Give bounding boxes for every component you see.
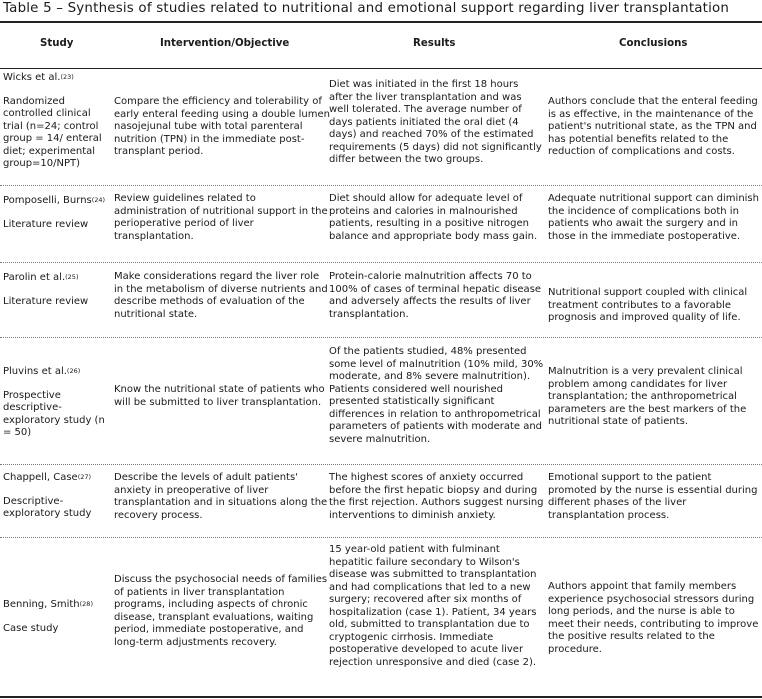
header-study: Study [40, 38, 74, 49]
author-name: Pluvins et al.$^{(26)}$ [3, 366, 81, 377]
study-cell [3, 472, 108, 521]
intervention-cell: Know the nutritional state of patients who will be submitted to liver transplantation. [114, 384, 325, 408]
author-name: Benning, Smith$^{(28)}$ [3, 599, 93, 610]
conclusions-cell: Authors appoint that family members experience psychosocial stressors during long periods, and the nurse is able to meet their needs, contributing to improve the positive results related to the procedure. [548, 581, 759, 655]
author-name: Parolin et al.$^{(25)}$ [3, 272, 79, 283]
study-cell [3, 366, 108, 440]
conclusions-cell: Adequate nutritional support can diminish the incidence of complications both in patients who await the surgery and in those in the immediate postoperative. [548, 193, 759, 242]
intervention-cell: Make considerations regard the liver role in the metabolism of diverse nutrients and describe methods of evaluation of the nutritional state. [114, 271, 328, 320]
results-cell: Protein-calorie malnutrition affects 70 to 100% of cases of terminal hepatic disease and adversely affects the results of liver transplantation. [329, 271, 542, 320]
row-separator [0, 464, 762, 465]
study-design: Literature review [3, 295, 89, 307]
conclusions-cell: Malnutrition is a very prevalent clinical problem among candidates for liver transplantation; the anthropometrical parameters are the best markers of the nutritional state of patients. [548, 366, 747, 427]
study-design: Randomized controlled clinical trial (n=24; control group = 14/ enteral diet; experimental group=10/NPT) [3, 95, 102, 169]
results-cell: Diet was initiated in the first 18 hours after the liver transplantation and was well tolerated. The average number of days patients initiated the oral diet (4 days) and reached 70% of the estimated requirements (5 days) did not significantly differ between the two groups. [329, 79, 542, 165]
study-cell [3, 195, 108, 231]
results-cell: Diet should allow for adequate level of proteins and calories in malnourished patients, resulting in a positive nitrogen balance and appropriate body mass gain. [329, 193, 538, 242]
study-design: Descriptive-exploratory study [3, 495, 92, 519]
results-cell: The highest scores of anxiety occurred before the first hepatic biopsy and during the first rejection. Authors suggest nursing interventions to diminish anxiety. [329, 472, 544, 521]
header-intervention: Intervention/Objective [160, 38, 290, 49]
study-design: Case study [3, 622, 59, 634]
study-design: Prospective descriptive-exploratory study (n = 50) [3, 389, 105, 438]
table-title: Table 5 – Synthesis of studies related to nutritional and emotional support regarding liver transplantation [3, 1, 730, 16]
study-cell [3, 72, 108, 171]
study-cell [3, 272, 108, 308]
results-cell: 15 year-old patient with fulminant hepatitic failure secondary to Wilson's disease was submitted to transplantation and had complications that led to a new surgery; recovered after six months of hospitalization (case 1). Patient, 34 years old, submitted to transplantation due to cryptogenic cirrhosis. Immediate postoperative developed to acute liver rejection unresponsive and died (case 2). [329, 544, 537, 668]
conclusions-cell: Authors conclude that the enteral feeding is as effective, in the maintenance of the patient's nutritional state, as the TPN and has potential benefits related to the reduction of complications and costs. [548, 96, 758, 157]
row-separator [0, 185, 762, 186]
row-separator [0, 337, 762, 338]
author-name: Pomposelli, Burns$^{(24)}$ [3, 195, 106, 206]
row-separator [0, 262, 762, 263]
conclusions-cell: Nutritional support coupled with clinical treatment contributes to a favorable prognosis and improved quality of life. [548, 287, 748, 323]
header-rule [0, 68, 762, 69]
bottom-rule [0, 696, 762, 698]
header-conclusions: Conclusions [619, 38, 688, 49]
results-cell: Of the patients studied, 48% presented some level of malnutrition (10% mild, 30% moderate, and 8% severe malnutrition). Patients considered well nourished presented statistically significant differences in relation to anthropometrical parameters of patients with moderate and severe malnutrition. [329, 346, 544, 445]
study-cell [3, 599, 108, 635]
intervention-cell: Discuss the psychosocial needs of families of patients in liver transplantation programs, including aspects of chronic disease, transplant evaluations, waiting period, immediate postoperative, and long-term adjustments recovery. [114, 574, 328, 648]
intervention-cell: Compare the efficiency and tolerability of early enteral feeding using a double lumen nasojejunal tube with total parenteral nutrition (TPN) in the immediate post-transplant period. [114, 96, 330, 157]
top-rule [0, 21, 762, 23]
header-results: Results [413, 38, 456, 49]
author-name: Chappell, Case$^{(27)}$ [3, 472, 92, 483]
row-separator [0, 537, 762, 538]
author-name: Wicks et al.$^{(23)}$ [3, 72, 74, 83]
intervention-cell: Review guidelines related to administration of nutritional support in the perioperative period of liver transplantation. [114, 193, 328, 242]
study-design: Literature review [3, 218, 89, 230]
intervention-cell: Describe the levels of adult patients' anxiety in preoperative of liver transplantation and in situations along the recovery process. [114, 472, 328, 521]
conclusions-cell: Emotional support to the patient promoted by the nurse is essential during different phases of the liver transplantation process. [548, 472, 758, 521]
